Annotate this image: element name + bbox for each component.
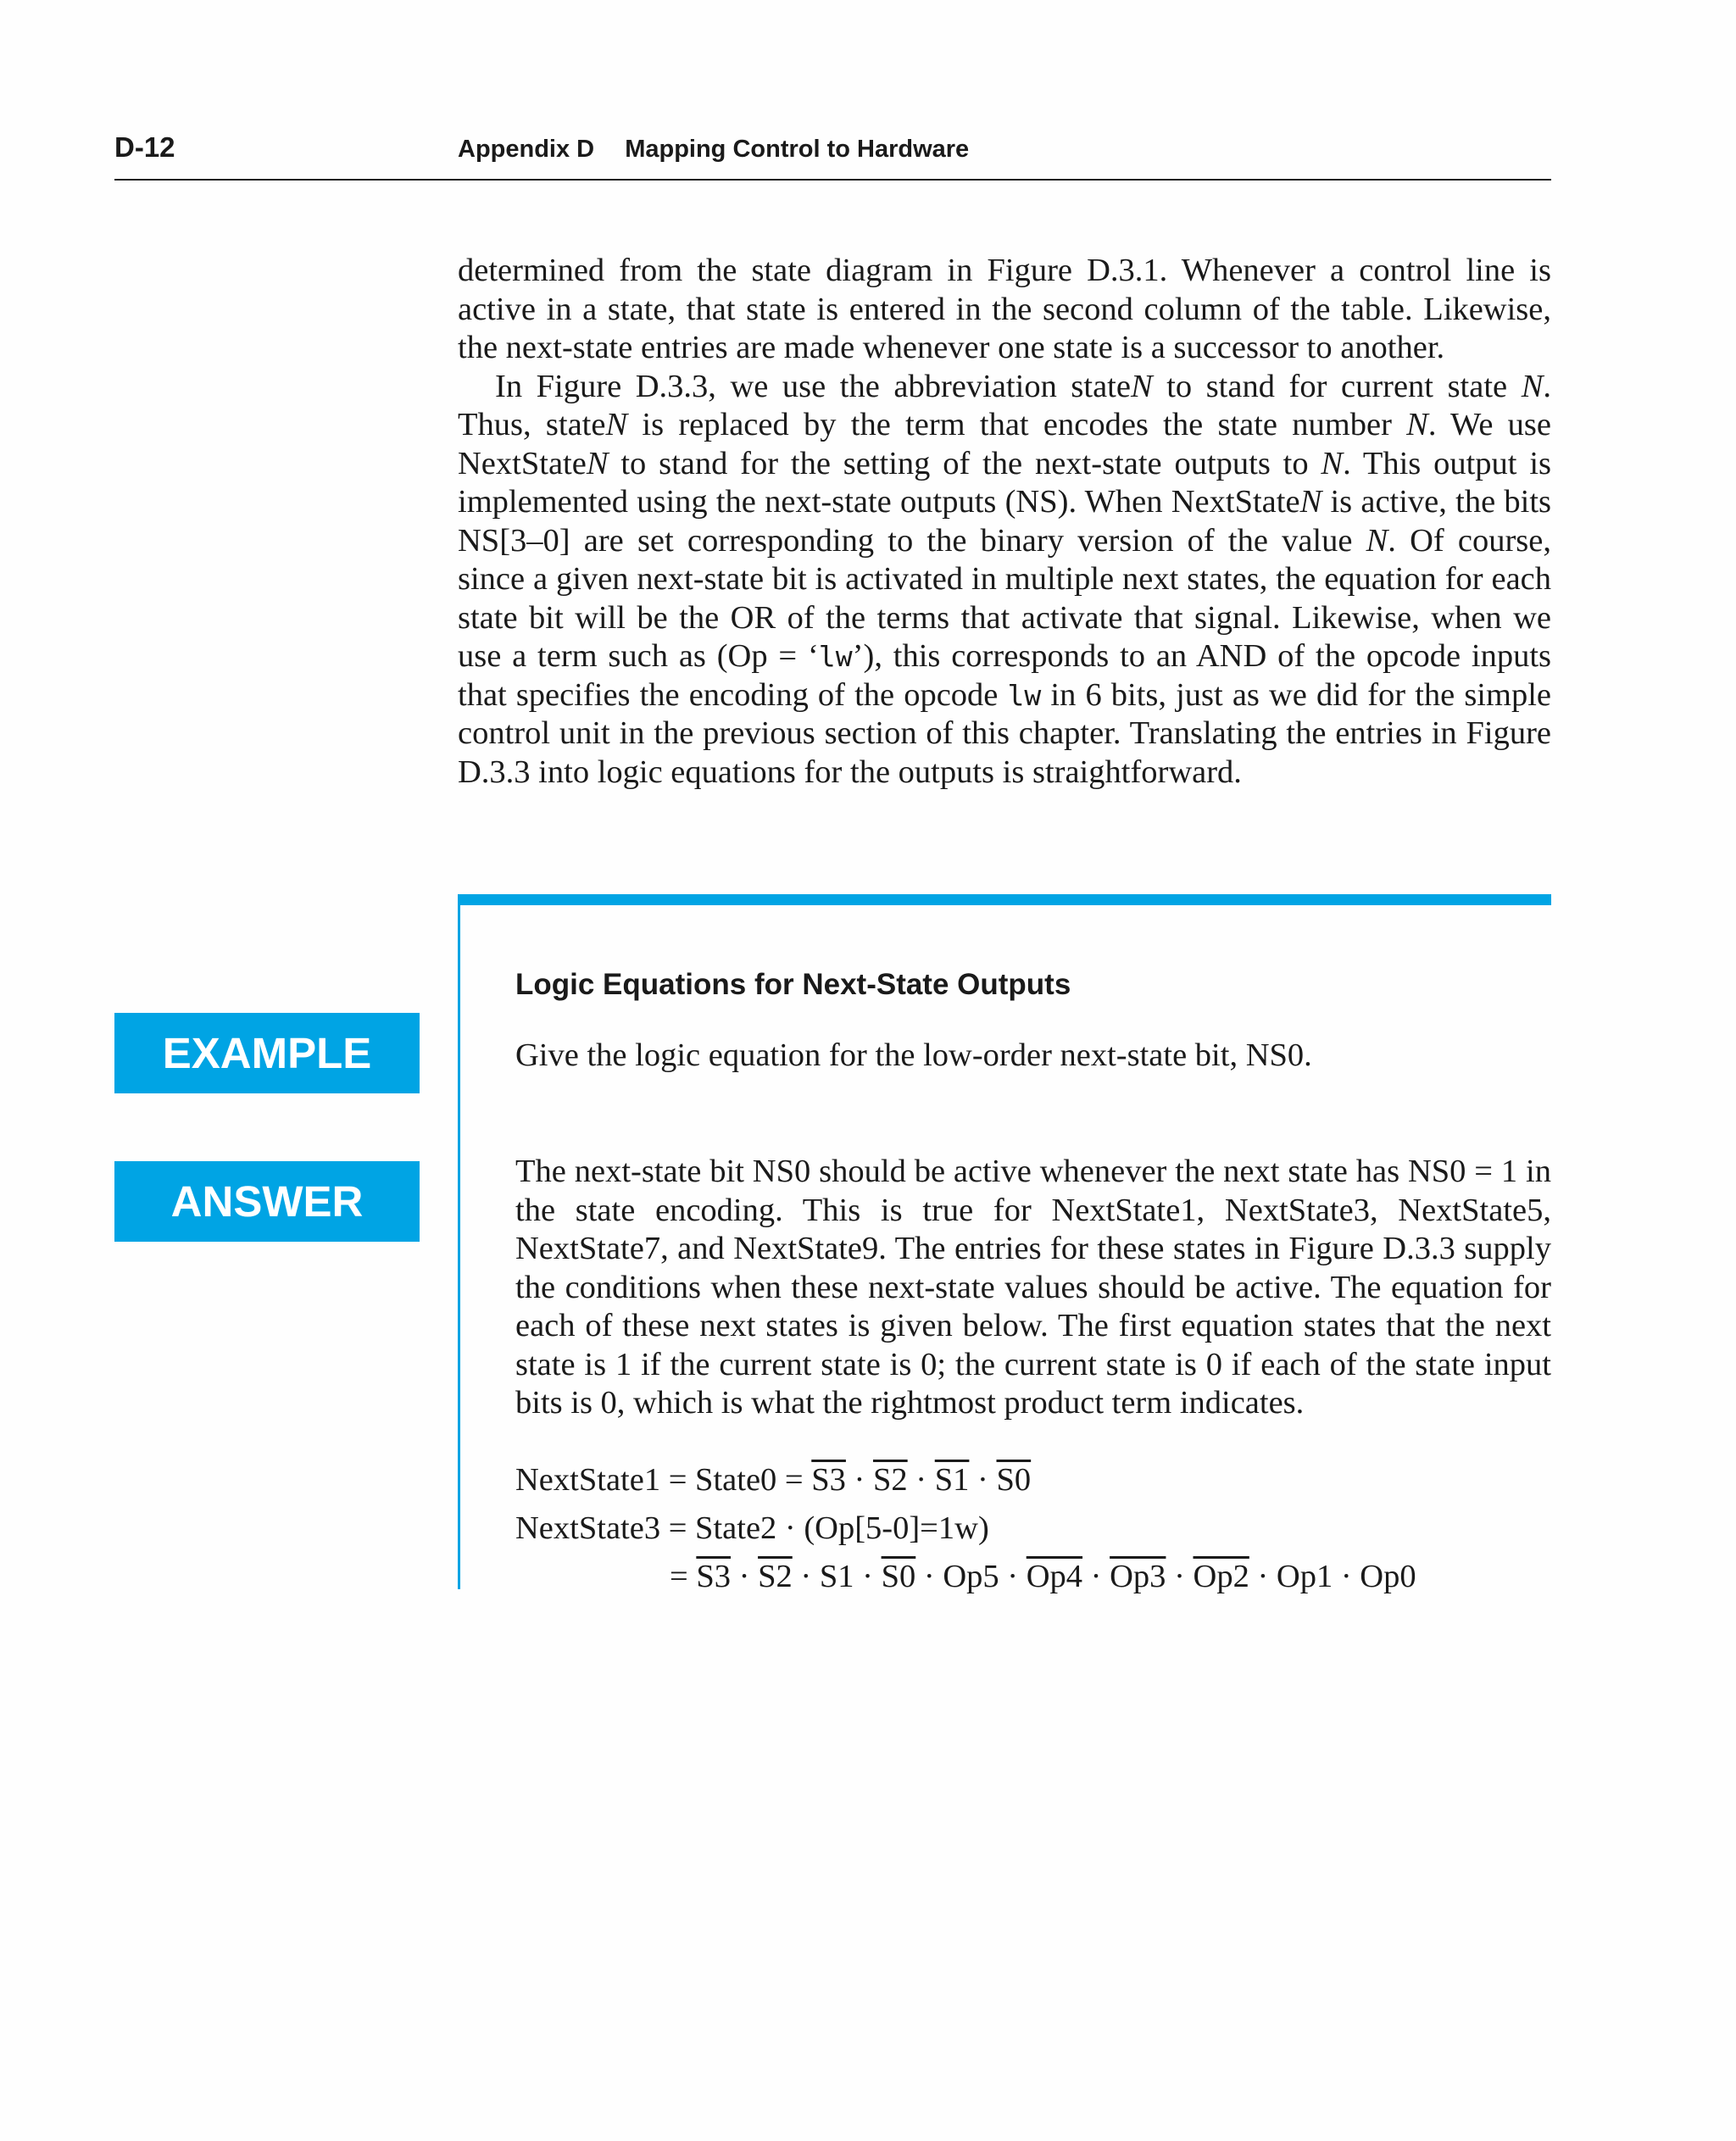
example-text: Give the logic equation for the low-order next-state bit, NS0. xyxy=(515,1037,1312,1073)
code-lw: lw xyxy=(1007,678,1042,712)
code-lw: lw xyxy=(818,640,853,673)
equation-nextstate1: NextState1 = State0 = S3 · S2 · S1 · S0 xyxy=(515,1462,1032,1498)
equation-nextstate3-expanded: = S3 · S2 · S1 · S0 · Op5 · Op4 · Op3 · Op2 · Op1 · Op0 xyxy=(670,1559,1416,1594)
answer-text: The next-state bit NS0 should be active whenever the next state has NS0 = 1 in the state encoding. This is true for NextState1, NextState3, NextState5, NextState7, and NextState9. The entries for these states in Figure D.3.3 supply the conditions when these next-state values should be active. The equation for each of these next states is given below. The first equation states that the next state is 1 if the current state is 0; the current state is 0 if each of the state input bits is 0, which is what the rightmost product term indicates. xyxy=(515,1154,1551,1421)
page-number: D-12 xyxy=(114,131,175,163)
paragraph-1: determined from the state diagram in Figure D.3.1. Whenever a control line is active in a state, that state is entered in the second column of the table. Likewise, the next-state entries are made whenever one state is a successor to another. xyxy=(458,253,1551,365)
example-label: EXAMPLE xyxy=(114,1013,420,1093)
chapter-label: Appendix D xyxy=(458,136,595,163)
header-rule xyxy=(114,179,1551,181)
answer-label: ANSWER xyxy=(114,1161,420,1242)
example-box-top-bar xyxy=(458,894,1551,905)
equation-nextstate3: NextState3 = State2 · (Op[5-0]=1w) xyxy=(515,1510,989,1546)
example-box-left-rule xyxy=(458,905,460,1589)
example-title: Logic Equations for Next-State Outputs xyxy=(515,968,1071,1001)
body-text xyxy=(458,252,1551,792)
running-head xyxy=(458,136,969,164)
chapter-title: Mapping Control to Hardware xyxy=(625,136,970,163)
paragraph-2: In Figure D.3.3, we use the abbreviation stateN to stand for current state N. Thus, stateN is replaced by the term that encodes the state number N. We use NextStateN to stand for the setting of the next-state outputs to N. This output is implemented using the next-state outputs (NS). When NextStateN is active, the bits NS[3–0] are set corresponding to the binary version of the value N. Of course, since a given next-state bit is activated in multiple next states, the equation for each state bit will be the OR of the terms that activate that signal. Likewise, when we use a term such as (Op = ‘lw’), this corresponds to an AND of the opcode inputs that specifies the encoding of the opcode lw in 6 bits, just as we did for the simple control unit in the previous section of this chapter. Translating the entries in Figure D.3.3 into logic equations for the outputs is straightforward. xyxy=(458,368,1552,790)
